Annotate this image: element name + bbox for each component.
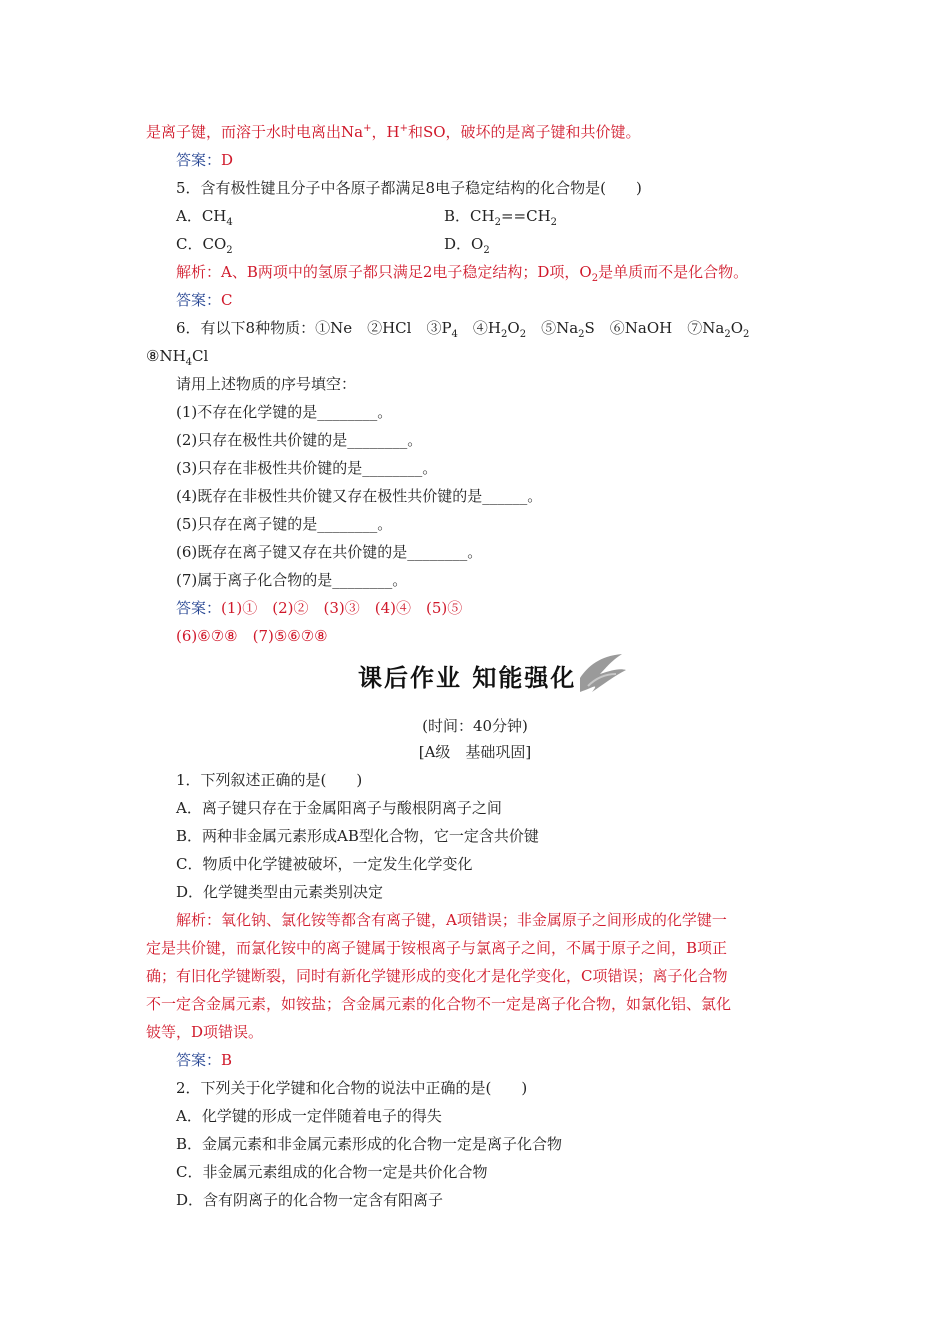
p1-option-c: C．物质中化学键被破坏，一定发生化学变化 (176, 855, 473, 873)
q4-answer (176, 150, 233, 170)
p1-analysis-line: 铍等，D项错误。 (146, 1023, 264, 1041)
stem-sub: 2 (743, 329, 750, 340)
q6-item-2: (2)只存在极性共价键的是________。 (176, 431, 423, 449)
q4-tail-text: ，H (371, 123, 400, 141)
q4-tail-sup: + (363, 123, 372, 134)
analysis-text: 是单质而不是化合物。 (598, 263, 749, 281)
option-text: ==CH (500, 207, 551, 225)
option-text: C．CO (176, 235, 227, 253)
q6-answer-line2: (6)⑥⑦⑧ (7)⑤⑥⑦⑧ (176, 627, 328, 645)
time-limit: (时间：40分钟) (422, 717, 528, 735)
stem-text: O (730, 319, 744, 337)
stem-sub: 2 (519, 329, 527, 340)
p1-stem: 1．下列叙述正确的是( ) (176, 771, 363, 789)
stem-sub: 2 (578, 329, 585, 340)
stem-sub: 4 (451, 329, 458, 340)
q5-option-d (444, 234, 490, 254)
answer-value: C (221, 291, 233, 309)
stem-text: ⑧NH (146, 347, 186, 365)
stem-text: 6．有以下8种物质：①Ne ②HCl ③P (176, 319, 452, 337)
option-sub: 2 (483, 245, 490, 256)
answer-value: B (221, 1051, 233, 1069)
answer-value: (1)① (2)② (3)③ (4)④ (5)⑤ (221, 599, 463, 617)
p1-option-a: A．离子键只存在于金属阳离子与酸根阴离子之间 (176, 799, 502, 817)
answer-label: 答案： (176, 151, 222, 169)
option-sub: 2 (226, 245, 233, 256)
q6-stem-line2 (146, 346, 208, 366)
stem-text: Cl (192, 347, 209, 365)
answer-label: 答案： (176, 291, 222, 309)
q6-answer (176, 598, 462, 618)
section-banner (330, 648, 630, 702)
level-heading: [A级 基础巩固] (418, 743, 532, 761)
p1-analysis-line: 确；有旧化学键断裂，同时有新化学键形成的变化才是化学变化，C项错误；离子化合物 (146, 967, 728, 985)
stem-text: ⑤Na (526, 319, 579, 337)
p1-analysis-line: 不一定含金属元素，如铵盐；含金属元素的化合物不一定是离子化合物，如氯化铝、氯化 (146, 995, 732, 1013)
p1-answer (176, 1050, 232, 1070)
stem-text: O (507, 319, 520, 337)
analysis-sub: 2 (591, 273, 599, 284)
p1-analysis-line: 定是共价键，而氯化铵中的离子键属于铵根离子与氯离子之间，不属于原子之间，B项正 (146, 939, 728, 957)
q4-tail-text: 和SO，破坏的是离子键和共价键。 (407, 123, 641, 141)
option-text: D．O (444, 235, 484, 253)
q6-item-5: (5)只存在离子键的是________。 (176, 515, 393, 533)
stem-sub: 4 (185, 357, 193, 368)
q4-analysis-tail (146, 122, 641, 142)
p1-option-d: D．化学键类型由元素类别决定 (176, 883, 384, 901)
q4-tail-text: 是离子键，而溶于水时电离出Na (146, 123, 364, 141)
answer-label: 答案： (176, 599, 222, 617)
p2-option-b: B．金属元素和非金属元素形成的化合物一定是离子化合物 (176, 1135, 563, 1153)
stem-text: S ⑥NaOH ⑦Na (584, 319, 725, 337)
q6-item-6: (6)既存在离子键又存在共价键的是________。 (176, 543, 483, 561)
q5-option-b (444, 206, 557, 226)
p2-stem: 2．下列关于化学键和化合物的说法中正确的是( ) (176, 1079, 528, 1097)
q6-item-3: (3)只存在非极性共价键的是________。 (176, 459, 438, 477)
option-text: B．CH (444, 207, 495, 225)
q6-stem (176, 318, 749, 338)
option-sub: 2 (494, 217, 501, 228)
stem-sub: 2 (724, 329, 731, 340)
section-title: 课后作业 知能强化 (358, 664, 577, 692)
answer-value: D (221, 151, 234, 169)
q6-item-4: (4)既存在非极性共价键又存在极性共价键的是______。 (176, 487, 543, 505)
q4-tail-sup: + (399, 123, 408, 134)
p1-option-b: B．两种非金属元素形成AB型化合物，它一定含共价键 (176, 827, 539, 845)
stem-sub: 2 (501, 329, 508, 340)
p2-option-c: C．非金属元素组成的化合物一定是共价化合物 (176, 1163, 488, 1181)
q6-instruction: 请用上述物质的序号填空： (176, 375, 357, 393)
analysis-text: 解析：A、B两项中的氢原子都只满足2电子稳定结构；D项，O (176, 263, 592, 281)
answer-label: 答案： (176, 1051, 222, 1069)
p2-option-d: D．含有阴离子的化合物一定含有阳离子 (176, 1191, 444, 1209)
q5-option-a (176, 206, 233, 226)
q5-analysis (176, 262, 748, 282)
q5-option-c (176, 234, 233, 254)
option-sub: 4 (226, 217, 233, 228)
stem-text: ④H (457, 319, 502, 337)
p1-analysis-line: 解析：氧化钠、氯化铵等都含有离子键，A项错误；非金属原子之间形成的化学键一 (176, 911, 727, 929)
option-sub: 2 (550, 217, 558, 228)
q6-item-1: (1)不存在化学键的是________。 (176, 403, 393, 421)
q5-answer (176, 290, 233, 310)
option-text: A．CH (176, 207, 227, 225)
p2-option-a: A．化学键的形成一定伴随着电子的得失 (176, 1107, 442, 1125)
q5-stem: 5．含有极性键且分子中各原子都满足8电子稳定结构的化合物是( ) (176, 179, 642, 197)
q6-item-7: (7)属于离子化合物的是________。 (176, 571, 408, 589)
